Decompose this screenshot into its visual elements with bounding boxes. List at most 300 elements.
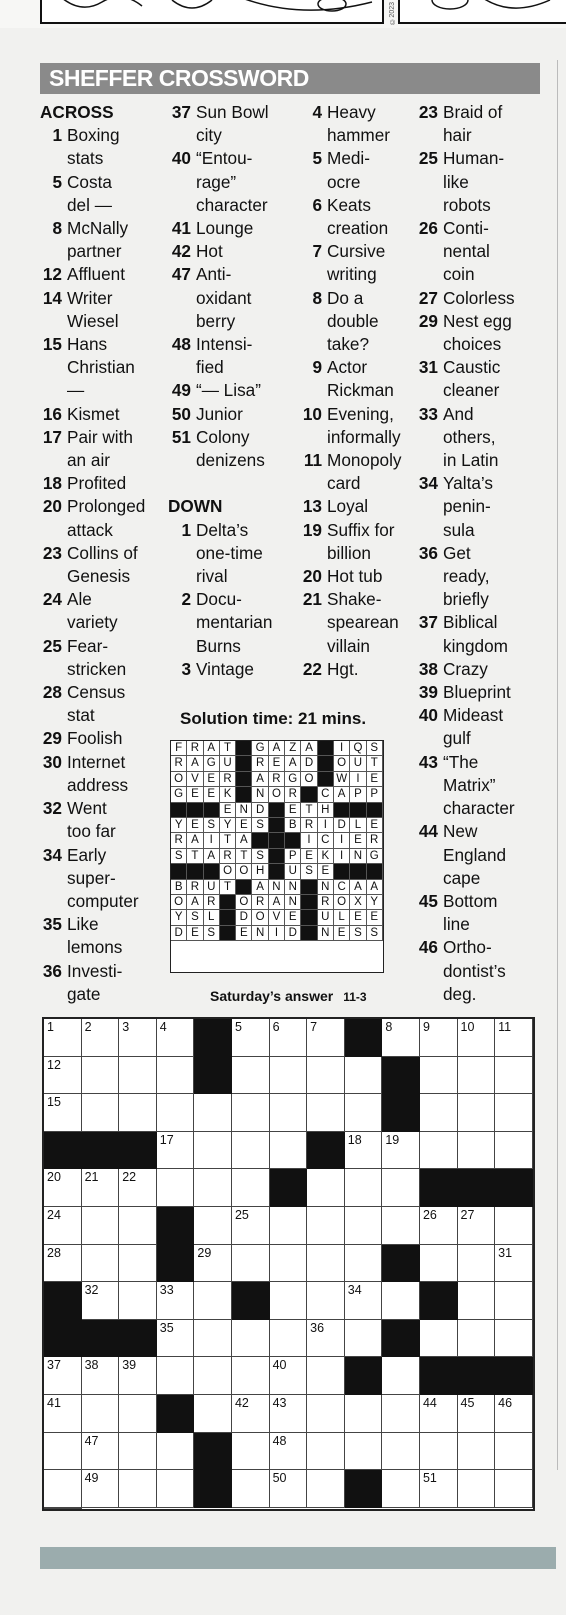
grid-cell[interactable] xyxy=(270,1470,308,1508)
grid-cell[interactable] xyxy=(345,1169,383,1207)
grid-cell[interactable] xyxy=(382,1470,420,1508)
grid-cell[interactable] xyxy=(157,1282,195,1320)
grid-cell[interactable] xyxy=(458,1207,496,1245)
clue-number: 27 xyxy=(418,287,438,308)
clue xyxy=(168,101,272,147)
grid-cell[interactable] xyxy=(420,1019,458,1057)
answer-letter: W xyxy=(334,772,350,787)
grid-cell[interactable] xyxy=(119,1057,157,1095)
clue-text: Hgt. xyxy=(327,658,359,679)
answer-letter: O xyxy=(171,772,187,787)
grid-cell[interactable] xyxy=(270,1245,308,1283)
cell-number: 33 xyxy=(159,1283,174,1298)
clue xyxy=(168,147,272,217)
clue-number: 1 xyxy=(52,125,62,146)
clue-number: 40 xyxy=(171,148,191,169)
grid-cell[interactable] xyxy=(307,1357,345,1395)
grid-cell[interactable] xyxy=(232,1433,270,1471)
grid-cell[interactable] xyxy=(119,1433,157,1471)
grid-cell[interactable] xyxy=(307,1207,345,1245)
answer-letter: E xyxy=(367,818,383,833)
grid-cell[interactable] xyxy=(270,1357,308,1395)
answer-letter: E xyxy=(334,926,350,941)
grid-cell[interactable] xyxy=(420,1433,458,1471)
clue xyxy=(168,217,272,240)
grid-cell[interactable] xyxy=(44,1094,82,1132)
grid-cell[interactable] xyxy=(119,1357,157,1395)
grid-cell[interactable] xyxy=(345,1245,383,1283)
grid-block xyxy=(44,1132,82,1170)
grid-cell[interactable] xyxy=(307,1433,345,1471)
grid-cell[interactable] xyxy=(458,1245,496,1283)
grid-cell[interactable] xyxy=(119,1282,157,1320)
grid-cell[interactable] xyxy=(495,1320,533,1358)
clue-text: Colony denizens xyxy=(196,426,265,471)
answer-letter: A xyxy=(252,880,268,895)
grid-cell[interactable] xyxy=(307,1470,345,1508)
clue-text: Braid of hair xyxy=(443,102,503,146)
answer-letter: E xyxy=(269,756,285,771)
clue-number: 34 xyxy=(42,844,62,865)
grid-cell[interactable] xyxy=(82,1470,120,1508)
answer-letter: D xyxy=(236,910,252,925)
clue-text: Conti- nental coin xyxy=(443,218,490,285)
clue xyxy=(40,495,145,541)
grid-cell[interactable] xyxy=(270,1320,308,1358)
grid-cell[interactable] xyxy=(82,1395,120,1433)
clue-number: 37 xyxy=(418,612,438,633)
grid-cell[interactable] xyxy=(458,1433,496,1471)
grid-cell[interactable] xyxy=(382,1282,420,1320)
grid-cell[interactable] xyxy=(495,1282,533,1320)
grid-cell[interactable] xyxy=(232,1357,270,1395)
grid-cell[interactable] xyxy=(157,1357,195,1395)
answer-block xyxy=(220,895,236,910)
saturday-answer-grid xyxy=(170,740,384,973)
grid-cell[interactable] xyxy=(270,1132,308,1170)
clue-number: 10 xyxy=(302,403,322,424)
clue-text: Affluent xyxy=(67,264,125,285)
answer-letter: A xyxy=(269,895,285,910)
clue xyxy=(416,611,515,657)
clue xyxy=(40,751,145,797)
clue-number: 3 xyxy=(181,658,191,679)
grid-cell[interactable] xyxy=(194,1094,232,1132)
crossword-header xyxy=(40,63,540,94)
clue xyxy=(40,681,145,727)
grid-cell[interactable] xyxy=(495,1470,533,1508)
grid-cell[interactable] xyxy=(119,1169,157,1207)
cell-number: 15 xyxy=(47,1095,61,1110)
grid-cell[interactable] xyxy=(119,1395,157,1433)
grid-cell[interactable] xyxy=(119,1207,157,1245)
cell-number: 35 xyxy=(159,1320,174,1335)
grid-cell[interactable] xyxy=(232,1094,270,1132)
saturday-answer-date: 11-3 xyxy=(343,990,367,1004)
grid-cell[interactable] xyxy=(82,1207,120,1245)
answer-letter: R xyxy=(318,895,334,910)
clue xyxy=(416,310,515,356)
grid-cell[interactable] xyxy=(157,1132,195,1170)
grid-cell[interactable] xyxy=(307,1395,345,1433)
clue-text: Like lemons xyxy=(67,914,123,958)
cell-number: 4 xyxy=(159,1020,167,1034)
grid-cell[interactable] xyxy=(270,1019,308,1057)
grid-cell[interactable] xyxy=(270,1282,308,1320)
clue-text: “— Lisa” xyxy=(196,380,261,401)
grid-cell[interactable] xyxy=(270,1057,308,1095)
grid-cell[interactable] xyxy=(44,1169,82,1207)
answer-block xyxy=(220,926,236,941)
answer-block xyxy=(252,833,268,848)
clue xyxy=(416,147,515,217)
grid-cell[interactable] xyxy=(495,1132,533,1170)
grid-cell[interactable] xyxy=(232,1470,270,1508)
answer-letter: U xyxy=(204,880,220,895)
grid-cell[interactable] xyxy=(345,1395,383,1433)
grid-cell[interactable] xyxy=(157,1019,195,1057)
answer-letter: D xyxy=(285,926,301,941)
answer-block xyxy=(318,772,334,787)
clue-number: 8 xyxy=(52,218,62,239)
grid-cell[interactable] xyxy=(82,1019,120,1057)
cell-number: 39 xyxy=(122,1358,137,1373)
clue-number: 9 xyxy=(312,357,322,378)
clue xyxy=(416,472,515,542)
grid-cell[interactable] xyxy=(82,1282,120,1320)
grid-cell[interactable] xyxy=(232,1395,270,1433)
answer-letter: N xyxy=(236,803,252,818)
answer-block xyxy=(204,803,220,818)
crossword-grid[interactable] xyxy=(42,1017,535,1511)
cell-number: 18 xyxy=(347,1132,362,1147)
grid-cell[interactable] xyxy=(270,1395,308,1433)
answer-letter: T xyxy=(187,849,203,864)
grid-cell[interactable] xyxy=(458,1470,496,1508)
grid-cell[interactable] xyxy=(458,1019,496,1057)
grid-cell[interactable] xyxy=(495,1019,533,1057)
cell-number: 36 xyxy=(310,1320,325,1335)
clue-text: Writer Wiesel xyxy=(67,287,119,331)
answer-letter: A xyxy=(367,880,383,895)
answer-letter: S xyxy=(204,926,220,941)
grid-cell[interactable] xyxy=(382,1357,420,1395)
clue-text: Boxing stats xyxy=(67,125,120,169)
answer-letter: T xyxy=(301,803,317,818)
cell-number: 31 xyxy=(498,1245,513,1260)
grid-cell[interactable] xyxy=(194,1357,232,1395)
grid-cell[interactable] xyxy=(82,1433,120,1471)
grid-cell[interactable] xyxy=(82,1057,120,1095)
answer-block xyxy=(269,849,285,864)
answer-letter: E xyxy=(285,910,301,925)
answer-letter: N xyxy=(350,849,366,864)
clue xyxy=(300,240,402,286)
clue xyxy=(300,356,402,402)
grid-cell[interactable] xyxy=(307,1094,345,1132)
grid-cell[interactable] xyxy=(44,1057,82,1095)
grid-cell[interactable] xyxy=(382,1207,420,1245)
grid-cell[interactable] xyxy=(232,1169,270,1207)
clue xyxy=(300,658,402,681)
clue-text: Blueprint xyxy=(443,682,511,703)
cell-number: 7 xyxy=(310,1020,318,1034)
grid-cell[interactable] xyxy=(382,1132,420,1170)
grid-cell[interactable] xyxy=(232,1320,270,1358)
grid-cell[interactable] xyxy=(345,1057,383,1095)
grid-cell[interactable] xyxy=(44,1245,82,1283)
clue xyxy=(300,147,402,193)
grid-cell[interactable] xyxy=(44,1207,82,1245)
grid-cell[interactable] xyxy=(420,1207,458,1245)
grid-cell[interactable] xyxy=(420,1057,458,1095)
cell-number: 1 xyxy=(47,1020,54,1034)
grid-cell[interactable] xyxy=(458,1094,496,1132)
grid-block xyxy=(44,1320,82,1358)
grid-block xyxy=(458,1357,496,1395)
clue xyxy=(300,101,402,147)
grid-block xyxy=(119,1132,157,1170)
cell-number: 38 xyxy=(84,1358,99,1373)
grid-cell[interactable] xyxy=(495,1395,533,1433)
grid-cell[interactable] xyxy=(44,1508,82,1509)
clue-number: 39 xyxy=(418,682,438,703)
answer-letter: O xyxy=(269,787,285,802)
cell-number: 10 xyxy=(460,1020,475,1034)
saturday-answer-caption xyxy=(210,988,367,1004)
grid-cell[interactable] xyxy=(495,1057,533,1095)
clue-number: 29 xyxy=(418,310,438,331)
answer-letter: A xyxy=(285,756,301,771)
grid-block xyxy=(382,1245,420,1283)
grid-cell[interactable] xyxy=(194,1207,232,1245)
grid-cell[interactable] xyxy=(82,1094,120,1132)
clue xyxy=(40,913,145,959)
grid-cell[interactable] xyxy=(157,1094,195,1132)
clue-text: Evening, informally xyxy=(327,403,401,447)
grid-cell[interactable] xyxy=(495,1245,533,1283)
grid-cell[interactable] xyxy=(420,1245,458,1283)
cell-number: 32 xyxy=(84,1283,99,1298)
answer-block xyxy=(350,803,366,818)
cell-number: 20 xyxy=(47,1170,61,1185)
grid-cell[interactable] xyxy=(232,1019,270,1057)
grid-cell[interactable] xyxy=(345,1320,383,1358)
clue-text: McNally partner xyxy=(67,218,129,262)
clue xyxy=(416,681,515,704)
clue xyxy=(40,263,145,286)
answer-letter: I xyxy=(318,818,334,833)
grid-cell[interactable] xyxy=(345,1094,383,1132)
grid-cell[interactable] xyxy=(420,1470,458,1508)
grid-cell[interactable] xyxy=(82,1357,120,1395)
grid-cell[interactable] xyxy=(458,1132,496,1170)
answer-block xyxy=(187,864,203,879)
grid-cell[interactable] xyxy=(307,1019,345,1057)
answer-letter: O xyxy=(334,756,350,771)
clue xyxy=(300,403,402,449)
grid-block xyxy=(194,1433,232,1471)
grid-cell[interactable] xyxy=(345,1433,383,1471)
grid-cell[interactable] xyxy=(458,1282,496,1320)
grid-cell[interactable] xyxy=(194,1245,232,1283)
grid-cell[interactable] xyxy=(232,1207,270,1245)
grid-cell[interactable] xyxy=(307,1245,345,1283)
clue xyxy=(416,658,515,681)
cell-number: 24 xyxy=(47,1207,61,1222)
grid-cell[interactable] xyxy=(119,1470,157,1508)
grid-block xyxy=(194,1470,232,1508)
cell-number: 9 xyxy=(422,1020,430,1034)
cell-number: 25 xyxy=(234,1207,249,1222)
answer-letter: R xyxy=(269,772,285,787)
clue-number: 30 xyxy=(42,751,62,772)
grid-cell[interactable] xyxy=(307,1282,345,1320)
cell-number: 45 xyxy=(460,1395,475,1410)
clue xyxy=(168,379,272,402)
answer-letter: Y xyxy=(171,910,187,925)
grid-cell[interactable] xyxy=(119,1019,157,1057)
grid-cell[interactable] xyxy=(307,1057,345,1095)
cell-number: 12 xyxy=(47,1057,61,1072)
clue-number: 20 xyxy=(302,566,322,587)
clue-number: 42 xyxy=(171,241,191,262)
grid-cell[interactable] xyxy=(232,1057,270,1095)
grid-cell[interactable] xyxy=(458,1395,496,1433)
answer-letter: A xyxy=(269,741,285,756)
answer-block xyxy=(367,803,383,818)
answer-letter: B xyxy=(285,818,301,833)
answer-letter: E xyxy=(350,910,366,925)
grid-cell[interactable] xyxy=(194,1395,232,1433)
grid-cell[interactable] xyxy=(458,1057,496,1095)
grid-cell[interactable] xyxy=(382,1395,420,1433)
grid-cell[interactable] xyxy=(345,1132,383,1170)
clue-number: 29 xyxy=(42,728,62,749)
answer-letter: C xyxy=(334,880,350,895)
clue-number: 48 xyxy=(171,334,191,355)
clue-text: Crazy xyxy=(443,658,488,679)
grid-cell[interactable] xyxy=(194,1169,232,1207)
grid-cell[interactable] xyxy=(345,1207,383,1245)
clue-column-1 xyxy=(40,101,145,1006)
grid-cell[interactable] xyxy=(495,1207,533,1245)
clue-text: New England cape xyxy=(443,821,507,888)
grid-cell[interactable] xyxy=(82,1245,120,1283)
clue-text: Heavy hammer xyxy=(327,102,391,146)
grid-cell[interactable] xyxy=(44,1470,82,1508)
answer-letter: G xyxy=(252,741,268,756)
grid-cell[interactable] xyxy=(194,1132,232,1170)
grid-cell[interactable] xyxy=(119,1245,157,1283)
grid-cell[interactable] xyxy=(382,1019,420,1057)
cell-number: 37 xyxy=(47,1358,61,1373)
clue xyxy=(416,704,515,750)
grid-cell[interactable] xyxy=(270,1094,308,1132)
grid-cell[interactable] xyxy=(458,1320,496,1358)
bottom-bar xyxy=(40,1547,556,1569)
answer-letter: E xyxy=(187,787,203,802)
grid-cell[interactable] xyxy=(194,1282,232,1320)
grid-cell[interactable] xyxy=(194,1320,232,1358)
answer-letter: A xyxy=(350,880,366,895)
clue-text: Hot tub xyxy=(327,566,383,587)
grid-cell[interactable] xyxy=(44,1019,82,1057)
cell-number: 43 xyxy=(272,1395,287,1410)
grid-cell[interactable] xyxy=(157,1057,195,1095)
answer-letter: U xyxy=(350,756,366,771)
grid-cell[interactable] xyxy=(420,1094,458,1132)
grid-cell[interactable] xyxy=(44,1395,82,1433)
answer-letter: A xyxy=(334,787,350,802)
answer-letter: D xyxy=(301,756,317,771)
answer-letter: S xyxy=(367,926,383,941)
grid-cell[interactable] xyxy=(382,1433,420,1471)
grid-block xyxy=(194,1057,232,1095)
grid-cell[interactable] xyxy=(495,1094,533,1132)
answer-block xyxy=(171,864,187,879)
clue-number: 45 xyxy=(418,890,438,911)
clue-column-3 xyxy=(300,101,402,681)
clue-text: Colorless xyxy=(443,287,515,308)
grid-block xyxy=(345,1019,383,1057)
grid-cell[interactable] xyxy=(495,1433,533,1471)
grid-cell[interactable] xyxy=(420,1395,458,1433)
answer-letter: R xyxy=(187,741,203,756)
clue-number: 25 xyxy=(418,148,438,169)
grid-cell[interactable] xyxy=(119,1094,157,1132)
clue-column-4 xyxy=(416,101,515,1006)
clue-text: And others, in Latin xyxy=(443,403,499,471)
clue xyxy=(300,565,402,588)
clue-number: 6 xyxy=(312,194,322,215)
grid-cell[interactable] xyxy=(345,1282,383,1320)
answer-letter: P xyxy=(285,849,301,864)
clue-number: 37 xyxy=(171,102,191,122)
across-heading: ACROSS xyxy=(40,102,114,122)
grid-cell[interactable] xyxy=(307,1320,345,1358)
grid-cell[interactable] xyxy=(44,1357,82,1395)
grid-cell[interactable] xyxy=(420,1132,458,1170)
grid-cell[interactable] xyxy=(157,1470,195,1508)
clue xyxy=(300,495,402,518)
grid-cell[interactable] xyxy=(232,1132,270,1170)
answer-letter: U xyxy=(318,910,334,925)
grid-cell[interactable] xyxy=(157,1433,195,1471)
answer-block xyxy=(285,833,301,848)
answer-letter: A xyxy=(187,833,203,848)
grid-cell[interactable] xyxy=(232,1245,270,1283)
answer-letter: Z xyxy=(285,741,301,756)
grid-cell[interactable] xyxy=(270,1433,308,1471)
cell-number: 27 xyxy=(460,1207,475,1222)
clue-number: 18 xyxy=(42,473,62,494)
grid-cell[interactable] xyxy=(307,1169,345,1207)
clue-number: 21 xyxy=(302,589,322,610)
grid-cell[interactable] xyxy=(420,1320,458,1358)
cell-number: 29 xyxy=(197,1245,212,1260)
grid-cell[interactable] xyxy=(270,1207,308,1245)
answer-letter: X xyxy=(350,895,366,910)
answer-letter: O xyxy=(301,772,317,787)
grid-cell[interactable] xyxy=(382,1169,420,1207)
grid-cell[interactable] xyxy=(157,1169,195,1207)
grid-cell[interactable] xyxy=(82,1169,120,1207)
grid-cell[interactable] xyxy=(157,1320,195,1358)
clue xyxy=(168,333,272,379)
answer-letter: T xyxy=(367,756,383,771)
grid-cell[interactable] xyxy=(44,1433,82,1471)
